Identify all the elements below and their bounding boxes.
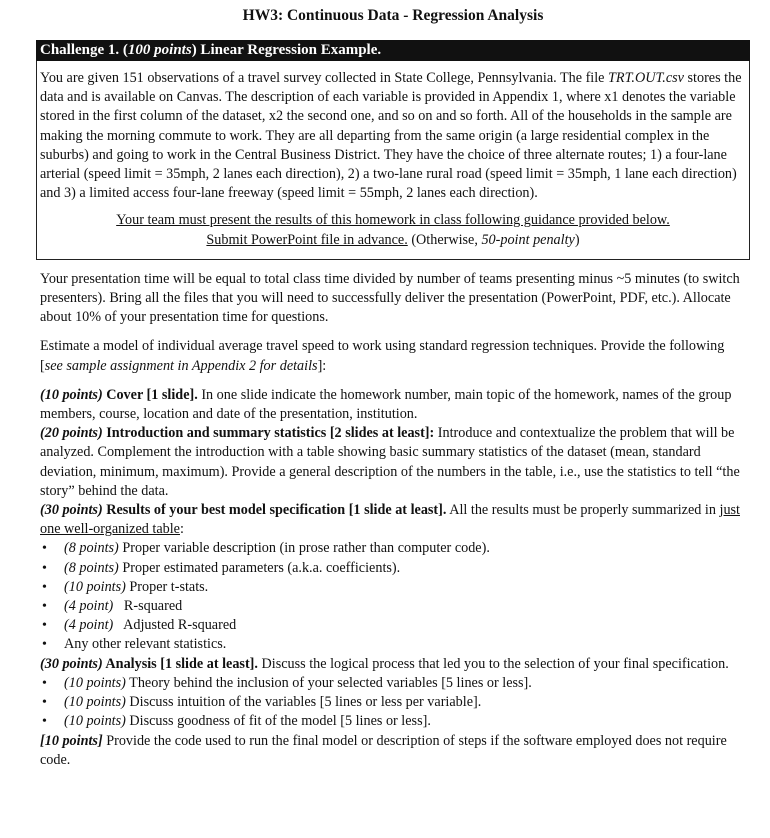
- cover-section: [40, 386, 746, 424]
- item-text: Proper estimated parameters (a.k.a. coefficients).: [118, 559, 401, 576]
- item-text: Adjusted R-squared: [113, 617, 237, 634]
- estimate-paragraph: [40, 337, 746, 375]
- close-paren: ): [574, 231, 580, 248]
- notice-text-1: Your team must present the results of this homework in class following guidance provided below.: [116, 212, 670, 229]
- notice-line-2: [40, 231, 746, 250]
- list-item: [60, 712, 746, 731]
- list-item: [60, 616, 746, 635]
- estimate-text-a: Estimate a model of individual average travel speed to work using standard regression techniques. Provide the following [: [40, 338, 725, 374]
- appendix-reference: see sample assignment in Appendix 2 for details: [44, 357, 318, 374]
- item-points: (4 point): [64, 598, 114, 615]
- challenge-prefix: Challenge 1. (: [40, 42, 128, 58]
- challenge-points: 100 points: [127, 42, 192, 58]
- item-text: R-squared: [113, 598, 183, 615]
- results-colon: :: [179, 521, 184, 538]
- cover-heading: Cover [1 slide].: [102, 386, 198, 403]
- submit-text: Submit PowerPoint file in advance.: [206, 231, 408, 248]
- list-item: [60, 674, 746, 693]
- item-points: (10 points): [64, 578, 126, 595]
- notice-line-1: [40, 211, 746, 230]
- item-text: Any other relevant statistics.: [64, 636, 227, 653]
- results-points: (30 points): [40, 502, 103, 519]
- list-item: [60, 693, 746, 712]
- page-title: HW3: Continuous Data - Regression Analysis: [242, 7, 544, 24]
- analysis-list: [40, 674, 746, 732]
- item-points: (10 points): [64, 713, 126, 730]
- list-item: [60, 559, 746, 578]
- cover-text: In one slide indicate the homework number, main topic of the homework, names of the group members, course, location and date of the presentation, institution.: [40, 386, 732, 423]
- item-points: (10 points): [64, 694, 126, 711]
- list-item: [60, 578, 746, 597]
- item-text: Discuss goodness of fit of the model [5 lines or less].: [125, 713, 431, 730]
- results-list: [40, 539, 746, 654]
- item-points: (8 points): [64, 559, 119, 576]
- intro-text-a: You are given 151 observations of a travel survey collected in State College, Pennsylvania. The file: [40, 70, 609, 86]
- challenge-suffix: ) Linear Regression Example.: [191, 42, 382, 58]
- challenge-box: [36, 61, 750, 260]
- item-text: Theory behind the inclusion of your selected variables [5 lines or less].: [125, 674, 532, 691]
- introduction-heading: Introduction and summary statistics [2 slides at least]:: [102, 425, 435, 442]
- item-text: Discuss intuition of the variables [5 lines or less per variable].: [125, 694, 482, 711]
- results-heading: Results of your best model specification [1 slide at least].: [102, 502, 447, 519]
- presentation-paragraph: Your presentation time will be equal to total class time divided by number of teams presenting minus ~5 minutes (to switch presenters). Bring all the files that you will need to successfully deliver the presentation (PowerPoint, PDF, etc.). Allocate about 10% of your presentation time for questions.: [40, 270, 740, 326]
- code-points: [10 points]: [40, 732, 103, 749]
- results-section: [40, 501, 746, 539]
- introduction-points: (20 points): [40, 425, 103, 442]
- list-item: [60, 635, 746, 654]
- cover-points: (10 points): [40, 386, 103, 403]
- challenge-heading: [36, 40, 750, 61]
- item-points: (4 point): [64, 617, 114, 634]
- analysis-text: Discuss the logical process that led you to the selection of your final specification.: [257, 655, 729, 672]
- item-points: (8 points): [64, 540, 119, 557]
- estimate-text-b: ]:: [317, 357, 327, 374]
- analysis-heading: Analysis [1 slide at least].: [102, 655, 258, 672]
- item-text: Proper t-stats.: [125, 578, 209, 595]
- introduction-section: [40, 424, 746, 501]
- penalty-text: 50-point penalty: [481, 231, 575, 248]
- analysis-points: (30 points): [40, 655, 103, 672]
- results-text: All the results must be properly summarized in: [446, 502, 720, 519]
- intro-paragraph: [40, 69, 746, 203]
- otherwise-text: (Otherwise,: [407, 231, 482, 248]
- item-text: Proper variable description (in prose rather than computer code).: [118, 540, 490, 557]
- code-text: Provide the code used to run the final model or description of steps if the software employed does not require code.: [40, 732, 727, 768]
- item-points: (10 points): [64, 674, 126, 691]
- results-underlined: just one well-organized table: [40, 502, 740, 538]
- file-name: TRT.OUT.csv: [608, 70, 684, 86]
- analysis-section: [40, 655, 746, 674]
- introduction-text: Introduce and contextualize the problem that will be analyzed. Complement the introduction with a table showing basic summary statistics of the dataset (mean, standard deviation, minimum, maximum). Provide a general description of the numbers in the table, i.e., use the statistics to tell “the story” behind the data.: [40, 425, 740, 499]
- intro-text-b: stores the data and is available on Canvas. The description of each variable is provided in Appendix 1, where x1 denotes the variable stored in the first column of the dataset, x2 the second one, and so on and so forth. All of the households in the sample are making the morning commute to work. They are all departing from the same origin (a large residential complex in the suburbs) and going to work in the Central Business District. They have the choice of three alternate routes; 1) a four-lane arterial (speed limit = 35mph, 2 lanes each direction), 2) a two-lane rural road (speed limit = 35mph, 1 lane each direction) and 3) a limited access four-lane freeway (speed limit = 55mph, 2 lanes each direction).: [40, 70, 742, 202]
- list-item: [60, 597, 746, 616]
- list-item: [60, 539, 746, 558]
- code-section: [40, 732, 746, 770]
